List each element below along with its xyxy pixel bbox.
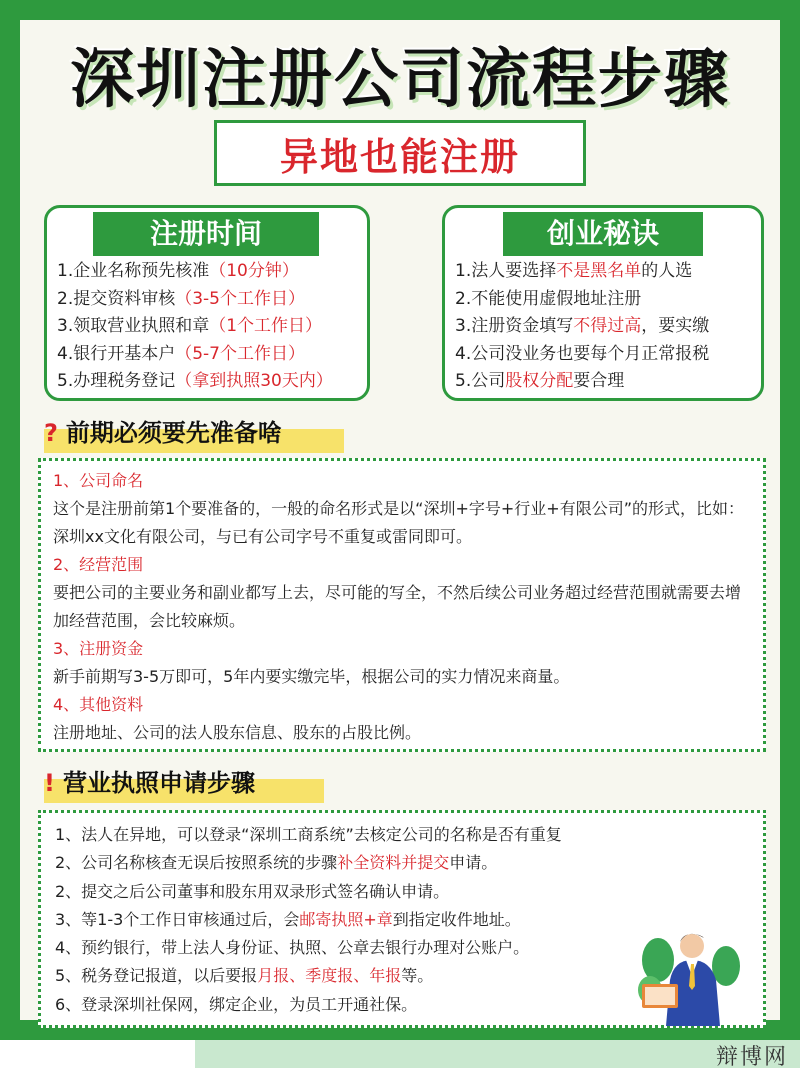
list-item: 1.法人要选择不是黑名单的人选 — [455, 261, 693, 281]
bottom-green-bar — [195, 1040, 800, 1068]
page-title: 深圳注册公司流程步骤 — [70, 43, 730, 117]
list-item: 3.注册资金填写不得过高，要实缴 — [455, 316, 710, 336]
prep-box — [38, 458, 766, 752]
list-item: 4.银行开基本户（5-7个工作日） — [57, 343, 306, 364]
step-item: 6、登录深圳社保网，绑定企业，为员工开通社保。 — [55, 994, 418, 1014]
list-item: 4.公司没业务也要每个月正常报税 — [455, 343, 710, 364]
card-list — [57, 258, 333, 396]
list-item: 5.办理税务登记（拿到执照30天内） — [57, 371, 333, 391]
section-body: 新手前期写3-5万即可，5年内要实缴完毕，根据公司的实力情况来商量。 — [53, 667, 570, 686]
watermark: 辩博网 — [715, 1045, 788, 1070]
startup-tips-card — [442, 205, 764, 401]
step-item: 2、公司名称核查无误后按照系统的步骤补全资料并提交申请。 — [55, 853, 498, 873]
list-item: 5.公司股权分配要合理 — [455, 371, 625, 391]
step-item: 5、税务登记报道，以后要报月报、季度报、年报等。 — [55, 966, 434, 986]
prep-section — [53, 635, 753, 691]
steps-list — [55, 821, 562, 1019]
subtitle-box — [214, 120, 586, 186]
list-item: 2.提交资料审核（3-5个工作日） — [57, 288, 306, 309]
subtitle: 异地也能注册 — [279, 134, 520, 179]
section-heading: 1、公司命名 — [53, 471, 144, 490]
section-body: 要把公司的主要业务和副业都写上去，尽可能的写全，不然后续公司业务超过经营范围就需要去增加经营范围，会比较麻烦。 — [53, 583, 742, 630]
section-heading: 2、经营范围 — [53, 555, 144, 574]
section-heading: 3、注册资金 — [53, 639, 144, 658]
list-item: 3.领取营业执照和章（1个工作日） — [57, 316, 323, 336]
step-item: 1、法人在异地，可以登录“深圳工商系统”去核定公司的名称是否有重复 — [55, 825, 562, 844]
prep-section — [53, 551, 753, 635]
list-item: 2.不能使用虚假地址注册 — [455, 288, 642, 309]
prep-heading: ? 前期必须要先准备啥 — [44, 413, 344, 453]
registration-time-card — [44, 205, 370, 401]
prep-section — [53, 691, 753, 747]
exclamation-icon: ! — [44, 769, 55, 797]
question-icon: ? — [44, 419, 58, 447]
card-heading: 创业秘诀 — [503, 212, 703, 256]
section-body: 注册地址、公司的法人股东信息、股东的占股比例。 — [53, 723, 422, 742]
card-heading: 注册时间 — [93, 212, 319, 256]
section-heading: 4、其他资料 — [53, 695, 144, 714]
section-body: 这个是注册前第1个要准备的，一般的命名形式是以“深圳+字号+行业+有限公司”的形式，比如：深圳xx文化有限公司，与已有公司字号不重复或雷同即可。 — [53, 499, 744, 546]
businessman-illustration — [628, 920, 748, 1030]
step-item: 3、等1-3个工作日审核通过后，会邮寄执照+章到指定收件地址。 — [55, 909, 521, 929]
step-item: 2、提交之后公司董事和股东用双录形式签名确认申请。 — [55, 881, 450, 901]
license-heading: ! 营业执照申请步骤 — [44, 763, 324, 803]
list-item: 1.企业名称预先核准（10分钟） — [57, 261, 299, 281]
step-item: 4、预约银行，带上法人身份证、执照、公章去银行办理对公账户。 — [55, 938, 530, 958]
card-list — [455, 258, 709, 396]
prep-section — [53, 467, 753, 551]
